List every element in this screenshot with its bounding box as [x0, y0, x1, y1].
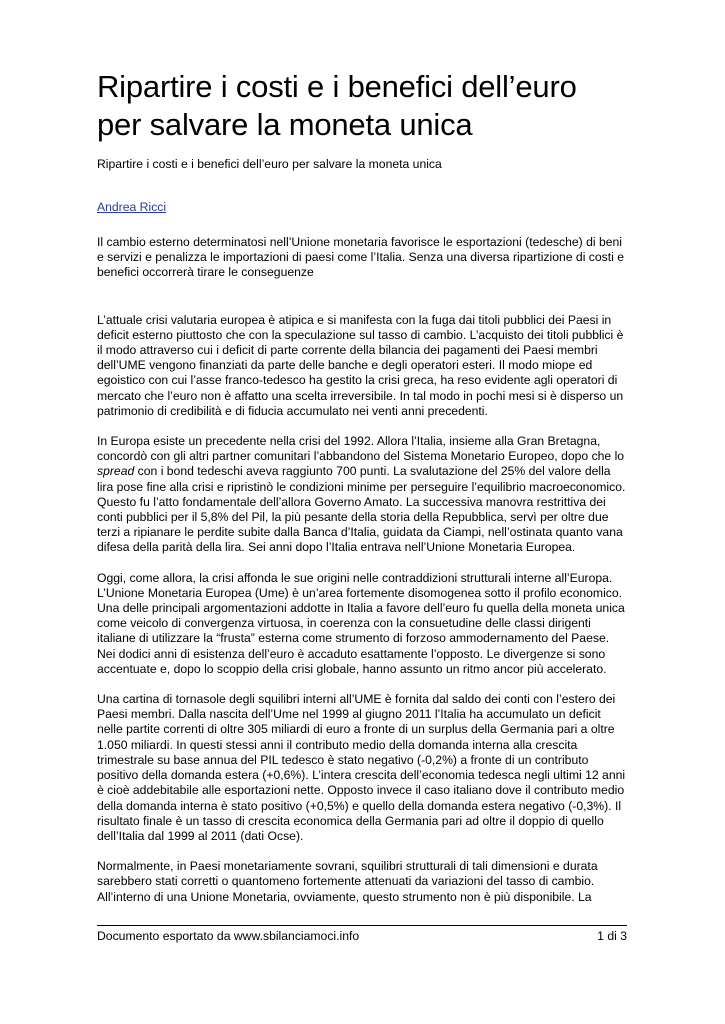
footer-divider: [97, 925, 627, 926]
document-page: [97, 68, 627, 905]
footer-source: Documento esportato da www.sbilanciamoci.info: [97, 929, 360, 943]
paragraph-1: L’attuale crisi valutaria europea è atipica e si manifesta con la fuga dai titoli pubblici dei Paesi in deficit esterno piuttosto che con la speculazione sul tasso di cambio. L’acquisto dei titoli pubblici è il modo attraverso cui i deficit di parte corrente della bilancia dei pagamenti dei Paesi membri dell’UME vengono finanziati da parte delle banche e degli operatori esteri. Il modo miope ed egoistico con cui l’asse franco-tedesco ha gestito la crisi greca, ha reso evidente agli operatori di mercato che l’euro non è affatto una scelta irreversibile. In tal modo in pochi mesi si è disperso un patrimonio di credibilità e di fiducia accumulato nei venti anni precedenti.: [97, 312, 624, 418]
paragraph-5: Normalmente, in Paesi monetariamente sovrani, squilibri strutturali di tali dimensioni e durata sarebbero stati corretti o quantomeno fortemente attenuati da variazioni del tasso di cambio. All’interno di una Unione Monetaria, ovviamente, questo strumento non è più disponibile. La: [97, 859, 598, 904]
paragraph-3: Oggi, come allora, la crisi affonda le sue origini nelle contraddizioni strutturali interne all’Europa. L’Unione Monetaria Europea (Ume) è un’area fortemente disomogenea sotto il profilo economico. Una delle principali argomentazioni addotte in Italia a favore dell’euro fu quella della moneta unica come veicolo di convergenza virtuosa, in coerenza con la consuetudine delle classi dirigenti italiane di utilizzare la “frusta” esterna come strumento di forzoso ammodernamento del Paese. Nei dodici anni di esistenza dell’euro è accaduto esattamente l’opposto. Le divergenze si sono accentuate e, dopo lo scoppio della crisi globale, hanno assunto un ritmo ancor più accelerato.: [97, 570, 625, 676]
paragraph-2: [97, 434, 627, 556]
paragraph-2-text-after: con i bond tedeschi aveva raggiunto 700 punti. La svalutazione del 25% del valore della lira pose fine alla crisi e ripristinò le condizioni minime per perseguire l’equilibrio macroeconomico. Questo fu l’atto fondamentale dell’allora Governo Amato. La successiva manovra restrittiva dei conti pubblici per il 5,8% del Pil, la più pesante della storia della Repubblica, servì per oltre due terzi a ripianare le perdite subite dalla Banca d’Italia, guidata da Ciampi, nell’ostinata quanto vana difesa della parità della lira. Sei anni dopo l’Italia entrava nell’Unione Monetaria Europea.: [97, 464, 626, 555]
page-footer: [97, 929, 627, 944]
author-link[interactable]: Andrea Ricci: [97, 200, 167, 214]
article-subtitle: Ripartire i costi e i benefici dell’euro per salvare la moneta unica: [97, 157, 442, 171]
page-number: 1 di 3: [597, 929, 627, 943]
article-title: Ripartire i costi e i benefici dell’euro per salvare la moneta unica: [97, 69, 577, 142]
paragraph-2-text-before: In Europa esiste un precedente nella crisi del 1992. Allora l’Italia, insieme alla Gran Bretagna, concordò con gli altri partner comunitari l’abbandono del Sistema Monetario Europeo, dopo che lo: [97, 434, 625, 464]
paragraph-2-italic-term: spread: [97, 464, 135, 479]
article-lede: Il cambio esterno determinatosi nell’Unione monetaria favorisce le esportazioni (tedesche) di beni e servizi e penalizza le importazioni di paesi come l’Italia. Senza una diversa ripartizione di costi e benefici occorrerà tirare le conseguenze: [97, 235, 625, 280]
paragraph-4: Una cartina di tornasole degli squilibri interni all’UME è fornita dal saldo dei conti con l’estero dei Paesi membri. Dalla nascita dell’Ume nel 1999 al giugno 2011 l’Italia ha accumulato un deficit nelle partite correnti di oltre 305 miliardi di euro a fronte di un surplus della Germania pari a oltre 1.050 miliardi. In questi stessi anni il contributo medio della domanda interna alla crescita trimestrale su base annua del PIL tedesco è stato negativo (-0,2%) a fronte di un contributo positivo della domanda estera (+0,6%). L’intera crescita dell’economia tedesca negli ultimi 12 anni è cioè addebitabile alle esportazioni nette. Opposto invece il caso italiano dove il contributo medio della domanda interna è stato positivo (+0,5%) e quello della domanda estera negativo (-0,3%). Il risultato finale è un tasso di crescita economica della Germania pari ad oltre il doppio di quello dell’Italia dal 1999 al 2011 (dati Ocse).: [97, 692, 626, 843]
